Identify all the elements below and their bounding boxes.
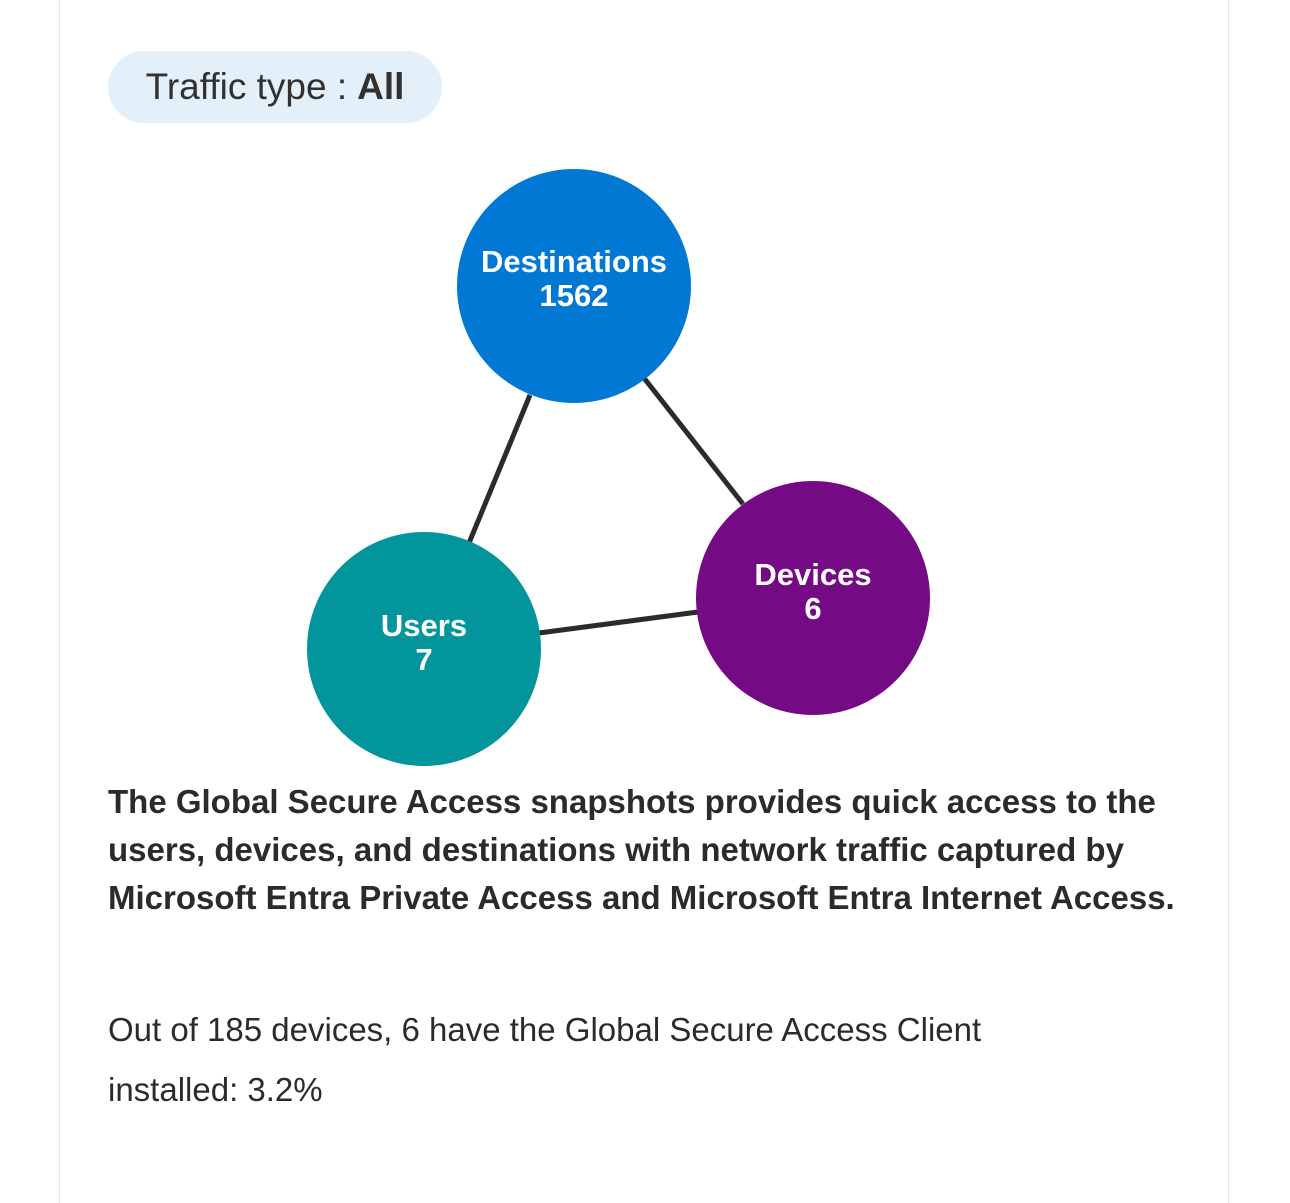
destinations-node[interactable] xyxy=(457,169,691,403)
destinations-count: 1562 xyxy=(539,278,609,313)
connector-users-devices xyxy=(539,612,698,633)
client-stat-line2: installed: 3.2% xyxy=(108,1071,323,1108)
connector-destinations-users xyxy=(469,395,530,543)
snapshot-description: The Global Secure Access snapshots provides quick access to the users, devices, and destinations with network traffic captured by Microsoft Entra Private Access and Microsoft Entra Internet Access. xyxy=(108,783,1175,916)
users-label: Users xyxy=(380,607,468,643)
devices-count: 6 xyxy=(804,590,822,626)
devices-node[interactable] xyxy=(696,481,930,715)
client-stat-line1: Out of 185 devices, 6 have the Global Secure Access Client xyxy=(108,1011,982,1048)
traffic-type-label: Traffic type : xyxy=(145,66,348,107)
users-count: 7 xyxy=(415,641,433,677)
connector-destinations-devices xyxy=(644,378,743,504)
client-install-stat xyxy=(108,1000,1108,1120)
devices-label: Devices xyxy=(754,556,872,592)
destinations-label: Destinations xyxy=(480,244,668,279)
traffic-type-value: All xyxy=(357,66,405,107)
users-node[interactable] xyxy=(307,532,541,766)
